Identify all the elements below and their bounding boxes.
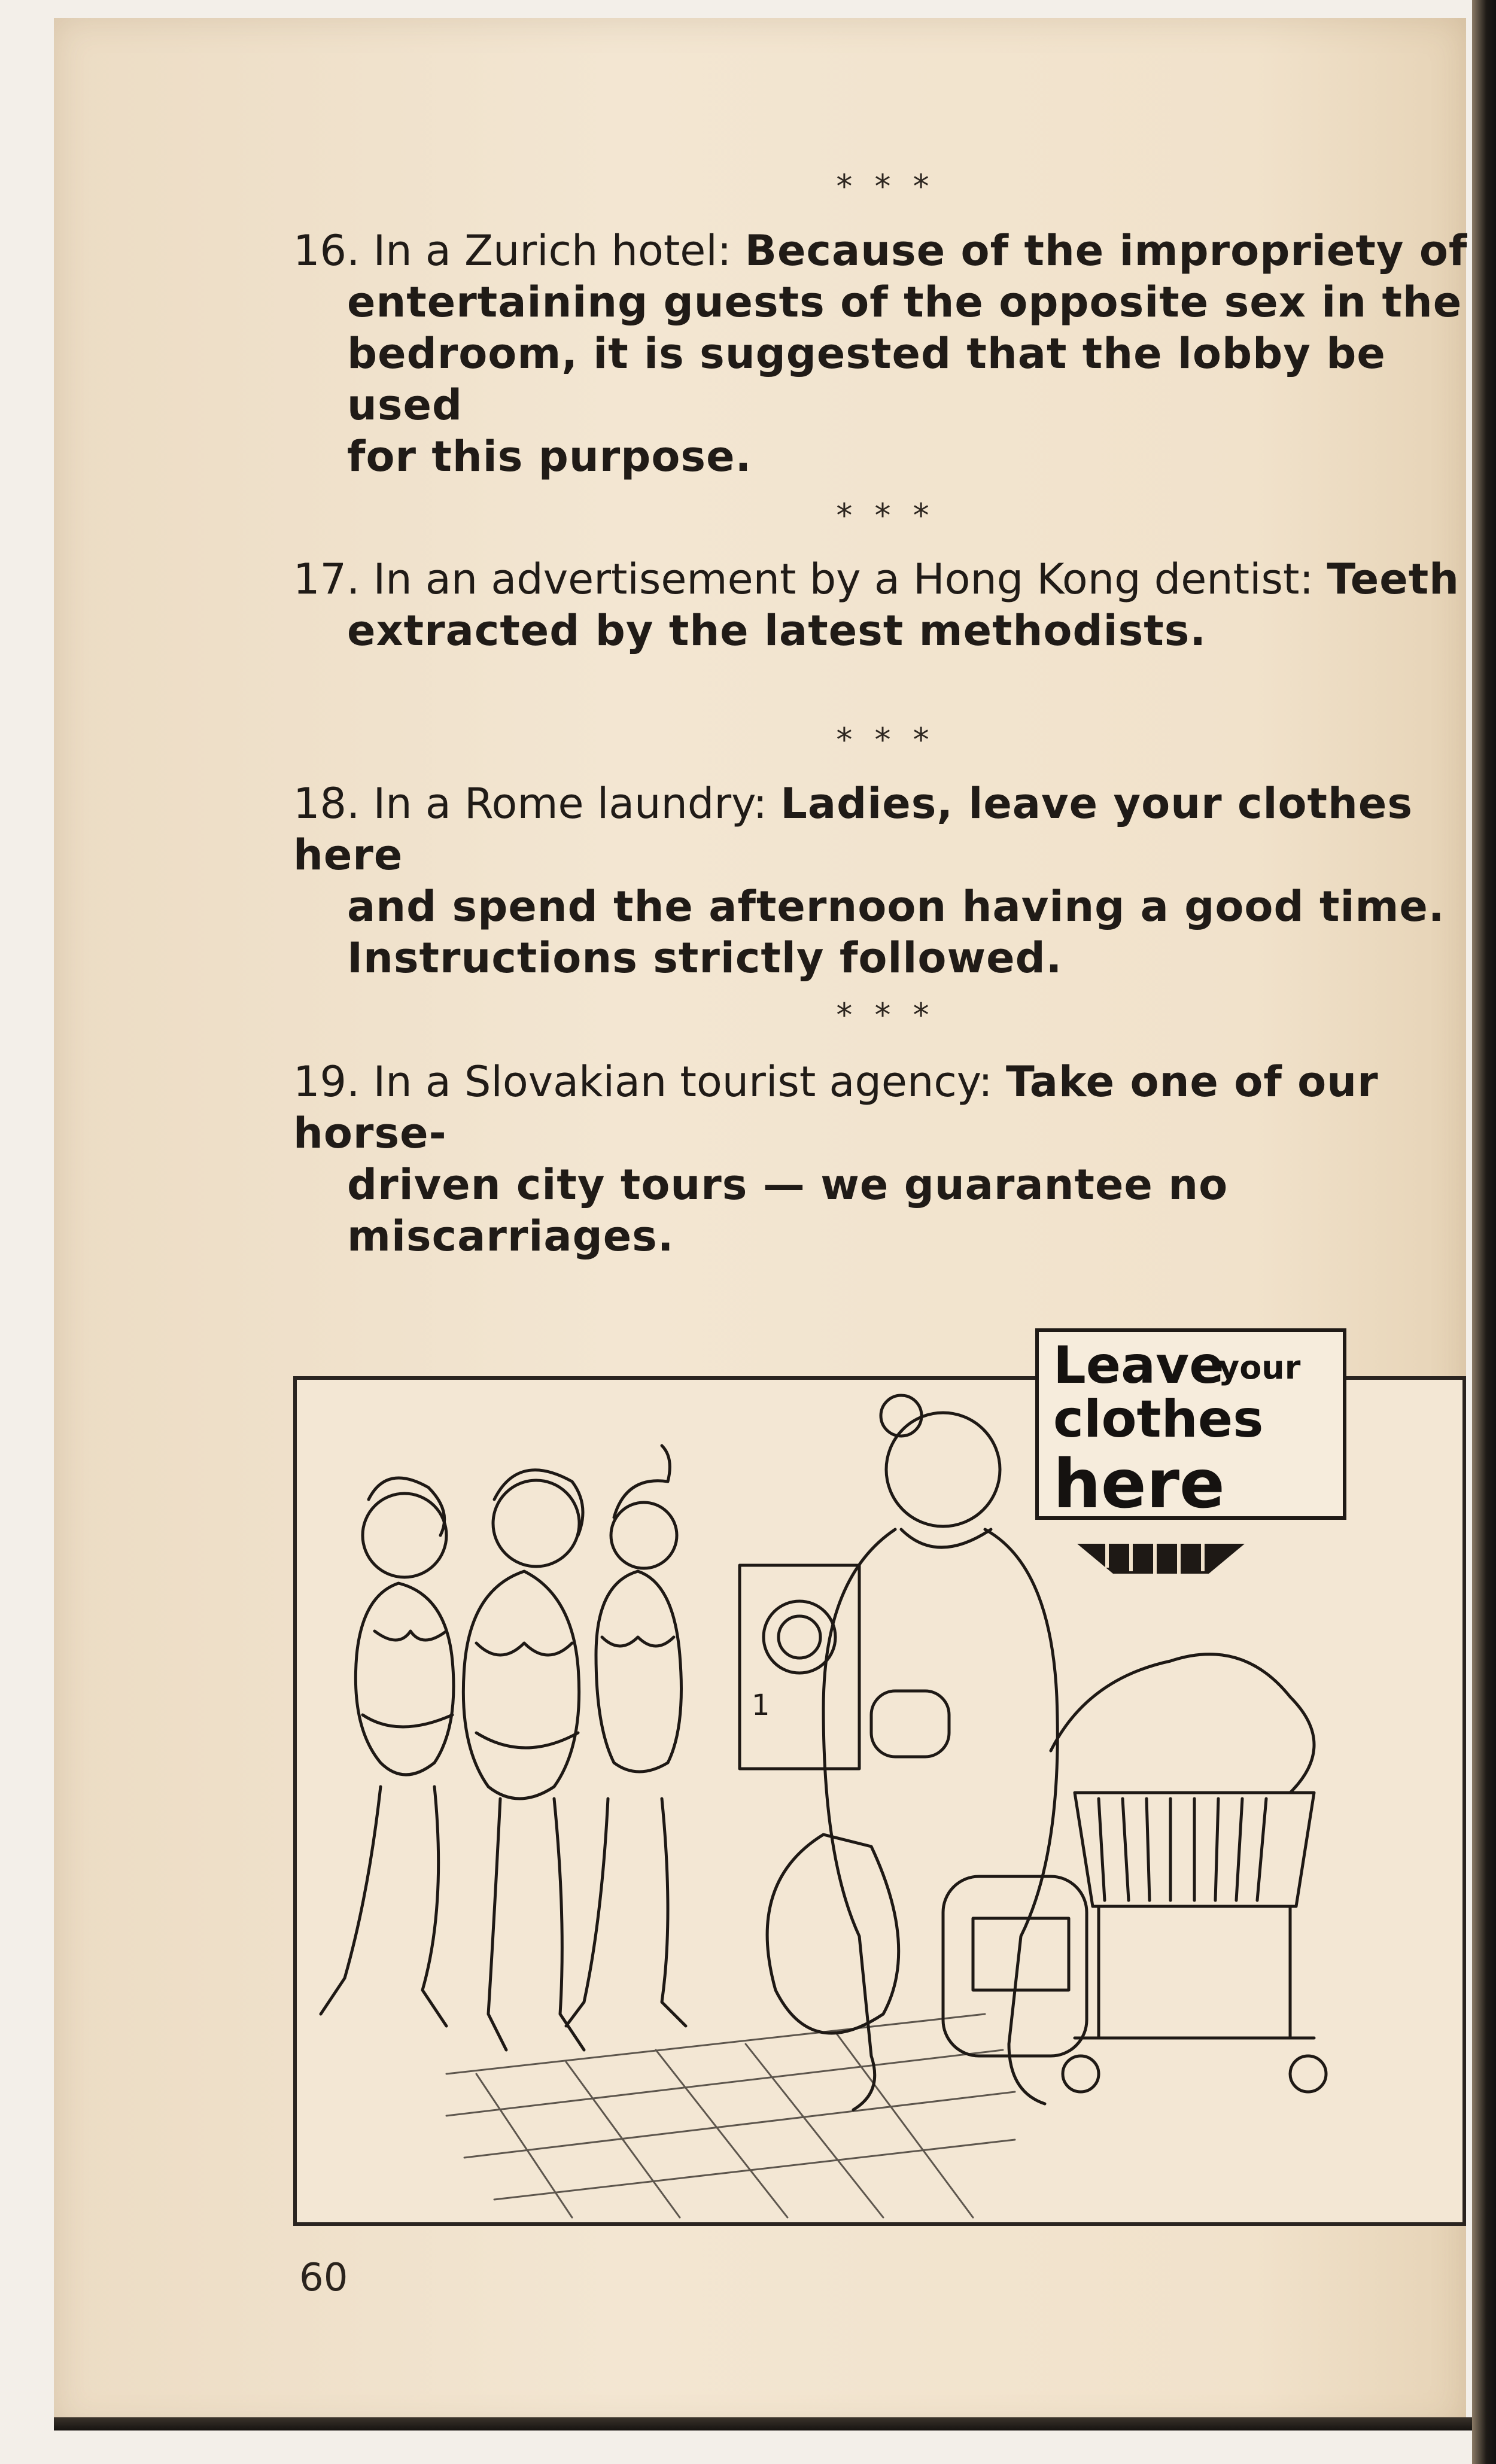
woman-figure-3 xyxy=(566,1446,686,2026)
entry-intro: In a Slovakian tourist agency: xyxy=(373,1057,993,1106)
floor-tiles xyxy=(446,2014,1015,2217)
separator-stars: * * * xyxy=(836,497,935,534)
entry-quote: entertaining guests of the opposite sex in the xyxy=(347,278,1462,327)
entry-quote: bedroom, it is suggested that the lobby be used xyxy=(347,329,1386,430)
entry-16 xyxy=(293,225,1478,482)
entry-quote: for this purpose. xyxy=(347,432,752,481)
entry-17 xyxy=(293,553,1478,656)
woman-figure-1 xyxy=(321,1478,454,2026)
page-bottom-edge xyxy=(54,2417,1472,2430)
entry-quote: Instructions strictly followed. xyxy=(347,933,1063,982)
entry-intro: In a Zurich hotel: xyxy=(373,226,732,275)
laundry-basket xyxy=(1051,1654,1326,2092)
woman-figure-2 xyxy=(463,1470,584,2050)
entry-quote: Teeth xyxy=(1327,555,1460,604)
entry-number: 19. xyxy=(293,1057,360,1106)
entry-number: 16. xyxy=(293,226,360,275)
machine-number: 1 xyxy=(752,1689,770,1722)
entry-quote: and spend the afternoon having a good time. xyxy=(347,882,1445,931)
entry-number: 17. xyxy=(293,555,360,604)
sign-word: clothes xyxy=(1053,1389,1264,1449)
entry-intro: In an advertisement by a Hong Kong dentist: xyxy=(373,555,1314,604)
entry-18 xyxy=(293,778,1478,984)
page-number: 60 xyxy=(299,2256,348,2300)
laundry-sign xyxy=(1035,1328,1346,1523)
separator-stars: * * * xyxy=(836,721,935,759)
entry-quote: Ladies, leave your clothes here xyxy=(293,779,1413,880)
sign-word: your xyxy=(1218,1349,1301,1386)
entry-number: 18. xyxy=(293,779,360,828)
entry-quote: Because of the impropriety of xyxy=(744,226,1468,275)
separator-stars: * * * xyxy=(836,996,935,1034)
separator-stars: * * * xyxy=(836,168,935,205)
entry-19 xyxy=(293,1056,1478,1262)
sign-word: Leave xyxy=(1053,1336,1224,1395)
down-arrow-icon xyxy=(1071,1532,1251,1580)
entry-quote: Take one of our horse- xyxy=(293,1057,1379,1158)
entry-quote: extracted by the latest methodists. xyxy=(347,606,1206,655)
sign-word: here xyxy=(1053,1446,1225,1523)
entry-quote: driven city tours — we guarantee no miscarriages. xyxy=(347,1160,1229,1261)
entry-intro: In a Rome laundry: xyxy=(373,779,768,828)
